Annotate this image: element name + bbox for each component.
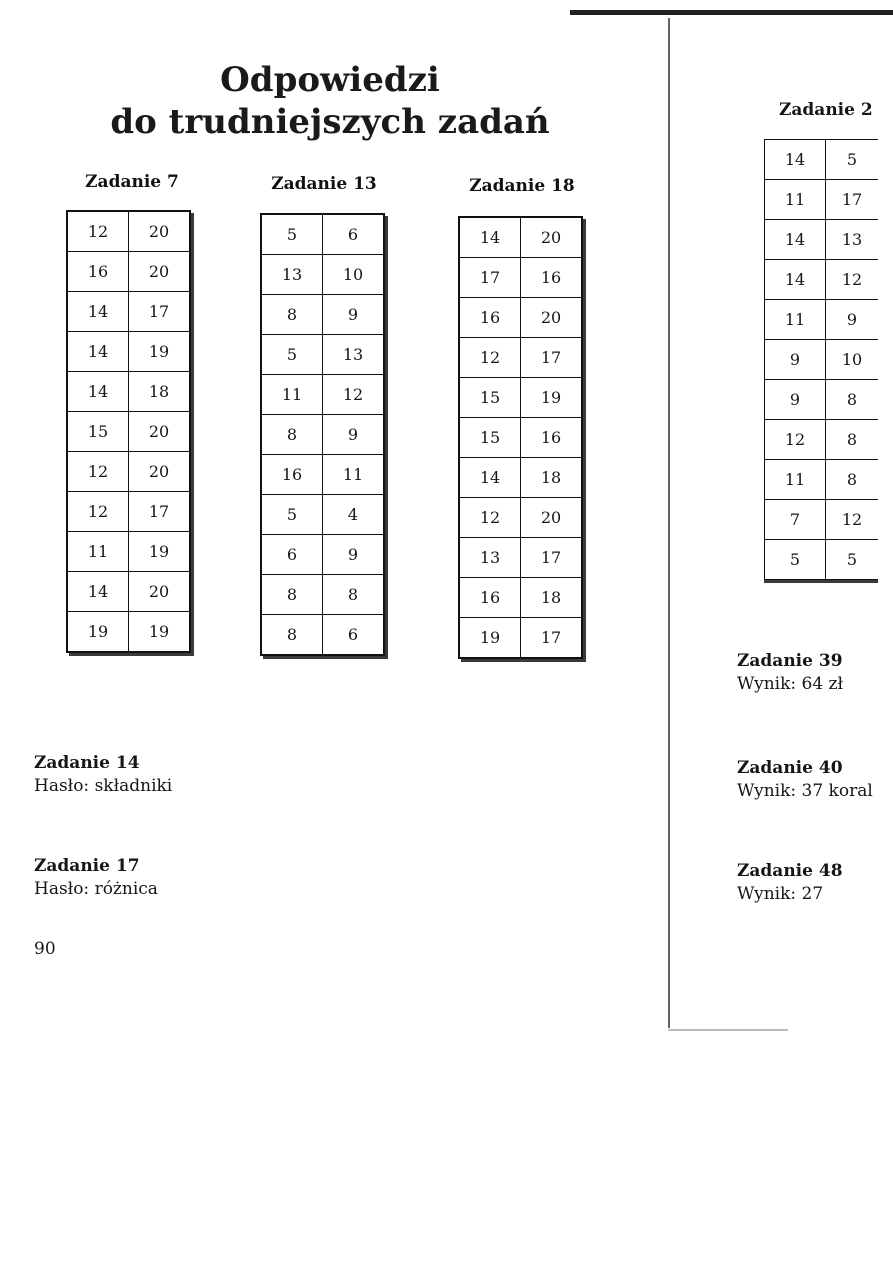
- task-answer: Hasło: różnica: [34, 879, 158, 899]
- table-cell: 13: [323, 335, 385, 375]
- table-row: [765, 180, 879, 220]
- table-row: [67, 252, 190, 292]
- table-cell: 13: [261, 255, 323, 295]
- table-row: [459, 418, 582, 458]
- table-cell: 9: [826, 300, 879, 340]
- table-cell: 8: [261, 295, 323, 335]
- table-cell: 20: [129, 211, 191, 252]
- table-cell: 15: [459, 378, 521, 418]
- table-cell: 16: [459, 578, 521, 618]
- table-cell: 14: [459, 217, 521, 258]
- table-cell: 20: [129, 572, 191, 612]
- task-name: Zadanie 40: [737, 758, 843, 778]
- page-title-line-2: do trudniejszych zadań: [110, 102, 550, 142]
- table-cell: 11: [765, 180, 826, 220]
- table-row: [765, 420, 879, 460]
- table-cell: 14: [765, 140, 826, 180]
- table-title-zadanie-7: Zadanie 7: [85, 172, 179, 192]
- page-bottom-edge: [668, 1029, 788, 1031]
- table-row: [459, 618, 582, 659]
- table-cell: 19: [129, 332, 191, 372]
- table-cell: 14: [67, 572, 129, 612]
- task-name: Zadanie 17: [34, 856, 140, 876]
- table-cell: 13: [826, 220, 879, 260]
- table-cell: 18: [129, 372, 191, 412]
- table-cell: 17: [521, 538, 583, 578]
- table-cell: 8: [261, 415, 323, 455]
- table-cell: 5: [765, 540, 826, 580]
- table-row: [67, 412, 190, 452]
- table-row: [67, 572, 190, 612]
- task-name: Zadanie 39: [737, 651, 843, 671]
- table-row: [261, 295, 384, 335]
- table-row: [67, 452, 190, 492]
- table-cell: 16: [459, 298, 521, 338]
- table-cell: 8: [826, 420, 879, 460]
- task-zadanie-39: [737, 650, 843, 696]
- table-row: [459, 538, 582, 578]
- table-cell: 10: [323, 255, 385, 295]
- table-row: [67, 532, 190, 572]
- table-cell: 18: [521, 578, 583, 618]
- table-cell: 16: [521, 418, 583, 458]
- table-cell: 9: [323, 415, 385, 455]
- table-cell: 17: [129, 492, 191, 532]
- table-row: [261, 535, 384, 575]
- table-row: [459, 498, 582, 538]
- table-cell: 8: [826, 380, 879, 420]
- table-cell: 11: [323, 455, 385, 495]
- table-row: [459, 298, 582, 338]
- table-cell: 11: [765, 300, 826, 340]
- table-cell: 10: [826, 340, 879, 380]
- task-name: Zadanie 14: [34, 753, 140, 773]
- table-cell: 5: [261, 335, 323, 375]
- table-cell: 12: [826, 500, 879, 540]
- table-row: [261, 214, 384, 255]
- table-row: [459, 378, 582, 418]
- table-cell: 6: [323, 615, 385, 656]
- table-row: [261, 615, 384, 656]
- table-row: [261, 255, 384, 295]
- table-row: [261, 575, 384, 615]
- table-cell: 20: [521, 498, 583, 538]
- table-cell: 15: [67, 412, 129, 452]
- table-cell: 19: [129, 532, 191, 572]
- table-cell: 14: [67, 332, 129, 372]
- table-row: [459, 217, 582, 258]
- task-zadanie-14: [34, 752, 172, 798]
- task-zadanie-17: [34, 855, 158, 901]
- table-row: [67, 372, 190, 412]
- table-cell: 11: [261, 375, 323, 415]
- task-answer: Wynik: 37 koral: [737, 781, 873, 801]
- table-cell: 20: [129, 452, 191, 492]
- table-row: [459, 338, 582, 378]
- table-row: [261, 415, 384, 455]
- table-row: [261, 375, 384, 415]
- table-cell: 6: [261, 535, 323, 575]
- table-cell: 18: [521, 458, 583, 498]
- table-cell: 17: [129, 292, 191, 332]
- table-cell: 11: [765, 460, 826, 500]
- table-cell: 12: [765, 420, 826, 460]
- answer-table-zadanie-13: [260, 213, 385, 656]
- table-cell: 12: [459, 338, 521, 378]
- page-top-edge: [570, 10, 893, 15]
- table-cell: 6: [323, 214, 385, 255]
- table-row: [67, 492, 190, 532]
- table-cell: 9: [765, 380, 826, 420]
- table-row: [261, 335, 384, 375]
- table-cell: 20: [521, 298, 583, 338]
- table-row: [261, 495, 384, 535]
- table-cell: 12: [67, 211, 129, 252]
- table-cell: 17: [826, 180, 879, 220]
- table-cell: 5: [826, 140, 879, 180]
- table-cell: 13: [459, 538, 521, 578]
- table-cell: 11: [67, 532, 129, 572]
- table-cell: 8: [826, 460, 879, 500]
- table-cell: 12: [826, 260, 879, 300]
- table-cell: 8: [323, 575, 385, 615]
- task-name: Zadanie 48: [737, 861, 843, 881]
- task-answer: Wynik: 64 zł: [737, 674, 844, 694]
- task-answer: Wynik: 27: [737, 884, 824, 904]
- table-cell: 14: [765, 220, 826, 260]
- table-cell: 9: [323, 295, 385, 335]
- table-cell: 8: [261, 575, 323, 615]
- table-cell: 17: [521, 338, 583, 378]
- table-title-zadanie-2: Zadanie 2: [779, 100, 873, 120]
- table-cell: 14: [67, 292, 129, 332]
- table-cell: 12: [323, 375, 385, 415]
- table-row: [459, 458, 582, 498]
- table-cell: 14: [765, 260, 826, 300]
- table-row: [765, 300, 879, 340]
- table-cell: 16: [261, 455, 323, 495]
- table-cell: 9: [765, 340, 826, 380]
- table-cell: 12: [459, 498, 521, 538]
- table-row: [459, 578, 582, 618]
- book-gutter: [668, 18, 670, 1028]
- table-cell: 8: [261, 615, 323, 656]
- table-cell: 5: [826, 540, 879, 580]
- page-title-line-1: Odpowiedzi: [220, 60, 440, 100]
- table-title-zadanie-18: Zadanie 18: [469, 176, 575, 196]
- table-row: [67, 211, 190, 252]
- table-cell: 19: [67, 612, 129, 653]
- table-row: [261, 455, 384, 495]
- table-cell: 15: [459, 418, 521, 458]
- table-cell: 7: [765, 500, 826, 540]
- answer-table-zadanie-18: [458, 216, 583, 659]
- table-row: [67, 612, 190, 653]
- table-cell: 17: [521, 618, 583, 659]
- table-cell: 12: [67, 492, 129, 532]
- answer-table-zadanie-7: [66, 210, 191, 653]
- table-cell: 19: [521, 378, 583, 418]
- table-cell: 9: [323, 535, 385, 575]
- task-zadanie-48: [737, 860, 843, 906]
- task-answer: Hasło: składniki: [34, 776, 173, 796]
- table-cell: 16: [521, 258, 583, 298]
- task-zadanie-40: [737, 757, 873, 803]
- table-cell: 20: [129, 252, 191, 292]
- table-row: [765, 460, 879, 500]
- table-row: [765, 260, 879, 300]
- table-row: [765, 340, 879, 380]
- table-title-zadanie-13: Zadanie 13: [271, 174, 377, 194]
- table-cell: 14: [67, 372, 129, 412]
- table-row: [765, 500, 879, 540]
- table-cell: 19: [459, 618, 521, 659]
- table-row: [765, 380, 879, 420]
- table-cell: 16: [67, 252, 129, 292]
- table-row: [459, 258, 582, 298]
- table-cell: 5: [261, 214, 323, 255]
- table-cell: 20: [521, 217, 583, 258]
- page-number: 90: [34, 939, 56, 959]
- table-row: [67, 332, 190, 372]
- table-cell: 12: [67, 452, 129, 492]
- table-row: [67, 292, 190, 332]
- table-cell: 17: [459, 258, 521, 298]
- table-row: [765, 540, 879, 580]
- answer-table-zadanie-2: [764, 139, 878, 580]
- table-cell: 14: [459, 458, 521, 498]
- table-row: [765, 140, 879, 180]
- table-row: [765, 220, 879, 260]
- table-cell: 5: [261, 495, 323, 535]
- table-cell: 19: [129, 612, 191, 653]
- table-cell: 20: [129, 412, 191, 452]
- table-cell: 4: [323, 495, 385, 535]
